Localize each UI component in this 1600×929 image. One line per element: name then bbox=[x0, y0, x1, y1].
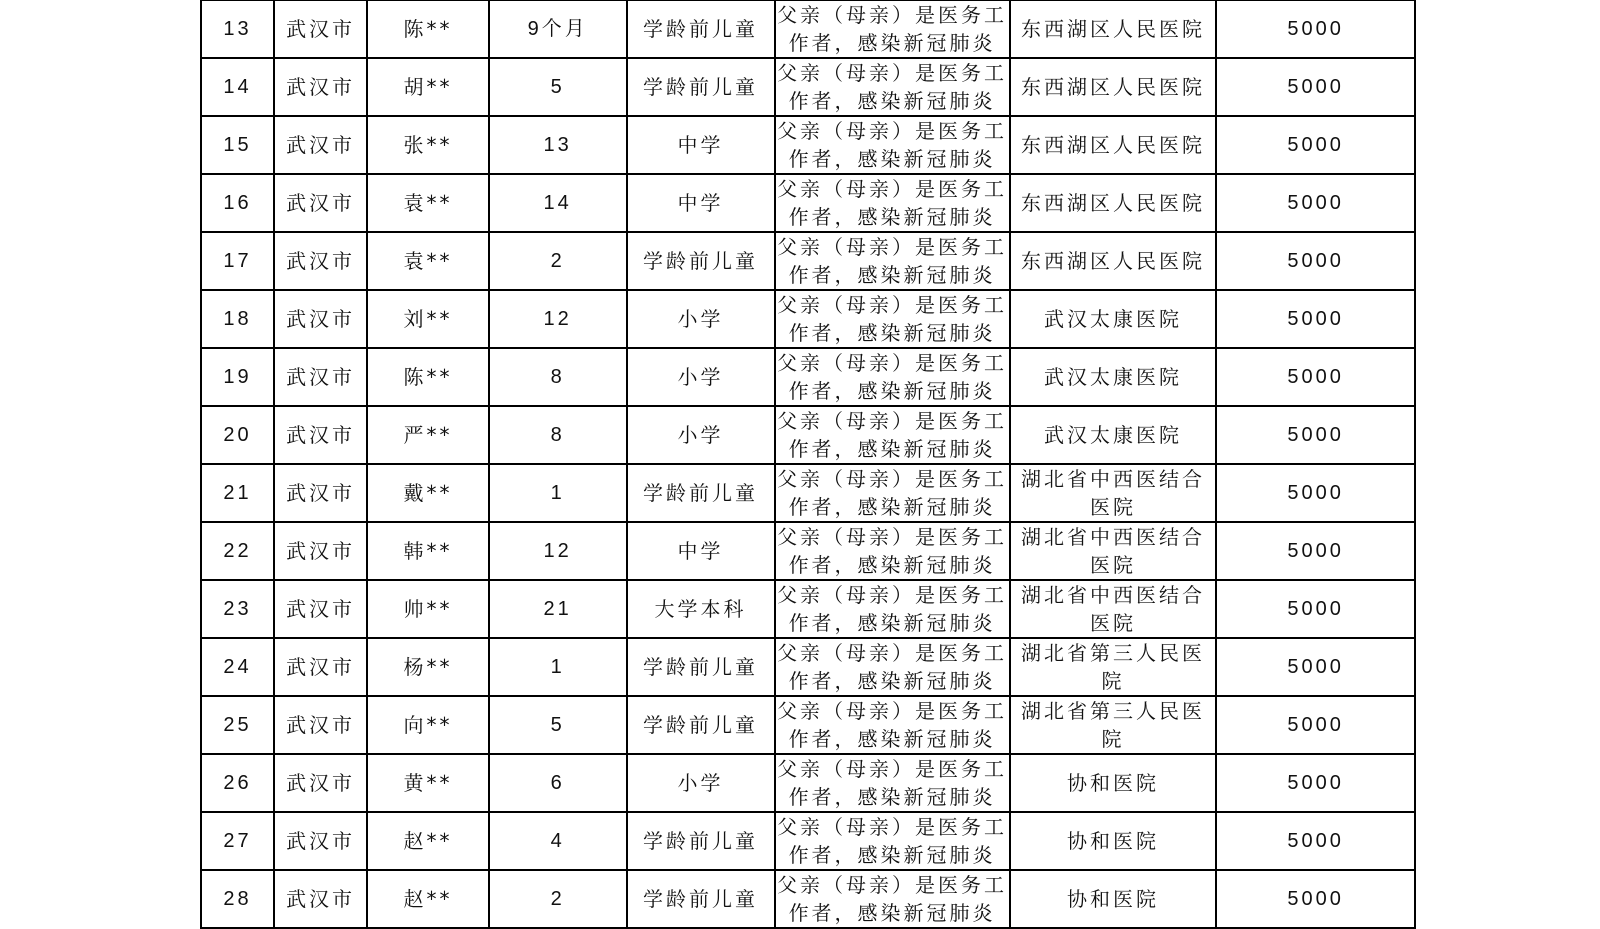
cell-education-level: 小学 bbox=[627, 290, 775, 348]
cell-education-level: 小学 bbox=[627, 406, 775, 464]
cell-age: 12 bbox=[489, 522, 627, 580]
table-body bbox=[201, 0, 1415, 928]
cell-age: 14 bbox=[489, 174, 627, 232]
cell-city: 武汉市 bbox=[274, 696, 367, 754]
cell-city: 武汉市 bbox=[274, 0, 367, 58]
cell-education-level: 中学 bbox=[627, 116, 775, 174]
cell-education-level: 学龄前儿童 bbox=[627, 696, 775, 754]
cell-age: 4 bbox=[489, 812, 627, 870]
cell-name: 赵** bbox=[367, 870, 489, 928]
cell-amount: 5000 bbox=[1216, 58, 1415, 116]
cell-age: 2 bbox=[489, 232, 627, 290]
cell-age: 5 bbox=[489, 58, 627, 116]
cell-city: 武汉市 bbox=[274, 174, 367, 232]
cell-education-level: 小学 bbox=[627, 348, 775, 406]
cell-amount: 5000 bbox=[1216, 0, 1415, 58]
cell-index: 24 bbox=[201, 638, 274, 696]
cell-reason: 父亲（母亲）是医务工作者，感染新冠肺炎 bbox=[775, 406, 1010, 464]
table-row bbox=[201, 812, 1415, 870]
cell-amount: 5000 bbox=[1216, 812, 1415, 870]
cell-reason: 父亲（母亲）是医务工作者，感染新冠肺炎 bbox=[775, 232, 1010, 290]
cell-city: 武汉市 bbox=[274, 348, 367, 406]
cell-amount: 5000 bbox=[1216, 696, 1415, 754]
cell-education-level: 学龄前儿童 bbox=[627, 638, 775, 696]
cell-hospital: 东西湖区人民医院 bbox=[1010, 116, 1217, 174]
cell-age: 8 bbox=[489, 406, 627, 464]
cell-education-level: 学龄前儿童 bbox=[627, 870, 775, 928]
cell-reason: 父亲（母亲）是医务工作者，感染新冠肺炎 bbox=[775, 812, 1010, 870]
cell-hospital: 湖北省中西医结合医院 bbox=[1010, 522, 1217, 580]
cell-age: 21 bbox=[489, 580, 627, 638]
cell-city: 武汉市 bbox=[274, 58, 367, 116]
cell-hospital: 东西湖区人民医院 bbox=[1010, 232, 1217, 290]
table-row bbox=[201, 290, 1415, 348]
cell-age: 8 bbox=[489, 348, 627, 406]
cell-index: 23 bbox=[201, 580, 274, 638]
cell-amount: 5000 bbox=[1216, 638, 1415, 696]
cell-index: 17 bbox=[201, 232, 274, 290]
cell-index: 25 bbox=[201, 696, 274, 754]
cell-name: 刘** bbox=[367, 290, 489, 348]
cell-name: 戴** bbox=[367, 464, 489, 522]
table-row bbox=[201, 696, 1415, 754]
cell-city: 武汉市 bbox=[274, 464, 367, 522]
cell-reason: 父亲（母亲）是医务工作者，感染新冠肺炎 bbox=[775, 870, 1010, 928]
cell-age: 5 bbox=[489, 696, 627, 754]
cell-age: 1 bbox=[489, 464, 627, 522]
cell-name: 赵** bbox=[367, 812, 489, 870]
cell-hospital: 东西湖区人民医院 bbox=[1010, 58, 1217, 116]
cell-city: 武汉市 bbox=[274, 754, 367, 812]
cell-name: 袁** bbox=[367, 174, 489, 232]
cell-amount: 5000 bbox=[1216, 522, 1415, 580]
cell-hospital: 协和医院 bbox=[1010, 812, 1217, 870]
cell-age: 2 bbox=[489, 870, 627, 928]
cell-hospital: 东西湖区人民医院 bbox=[1010, 174, 1217, 232]
cell-amount: 5000 bbox=[1216, 754, 1415, 812]
cell-name: 严** bbox=[367, 406, 489, 464]
cell-city: 武汉市 bbox=[274, 870, 367, 928]
cell-reason: 父亲（母亲）是医务工作者，感染新冠肺炎 bbox=[775, 348, 1010, 406]
cell-city: 武汉市 bbox=[274, 638, 367, 696]
cell-index: 18 bbox=[201, 290, 274, 348]
cell-name: 陈** bbox=[367, 348, 489, 406]
cell-reason: 父亲（母亲）是医务工作者，感染新冠肺炎 bbox=[775, 58, 1010, 116]
cell-reason: 父亲（母亲）是医务工作者，感染新冠肺炎 bbox=[775, 174, 1010, 232]
cell-education-level: 小学 bbox=[627, 754, 775, 812]
cell-name: 韩** bbox=[367, 522, 489, 580]
cell-education-level: 学龄前儿童 bbox=[627, 232, 775, 290]
table-row bbox=[201, 464, 1415, 522]
cell-age: 13 bbox=[489, 116, 627, 174]
cell-index: 20 bbox=[201, 406, 274, 464]
cell-amount: 5000 bbox=[1216, 174, 1415, 232]
table-row bbox=[201, 638, 1415, 696]
cell-hospital: 东西湖区人民医院 bbox=[1010, 0, 1217, 58]
cell-index: 22 bbox=[201, 522, 274, 580]
cell-reason: 父亲（母亲）是医务工作者，感染新冠肺炎 bbox=[775, 522, 1010, 580]
table-row bbox=[201, 58, 1415, 116]
cell-hospital: 湖北省第三人民医院 bbox=[1010, 638, 1217, 696]
cell-amount: 5000 bbox=[1216, 116, 1415, 174]
cell-education-level: 学龄前儿童 bbox=[627, 812, 775, 870]
cell-amount: 5000 bbox=[1216, 464, 1415, 522]
cell-hospital: 协和医院 bbox=[1010, 870, 1217, 928]
cell-name: 帅** bbox=[367, 580, 489, 638]
cell-education-level: 中学 bbox=[627, 174, 775, 232]
cell-reason: 父亲（母亲）是医务工作者，感染新冠肺炎 bbox=[775, 464, 1010, 522]
cell-hospital: 武汉太康医院 bbox=[1010, 290, 1217, 348]
table-row bbox=[201, 406, 1415, 464]
cell-age: 6 bbox=[489, 754, 627, 812]
subsidy-table bbox=[200, 0, 1416, 929]
cell-reason: 父亲（母亲）是医务工作者，感染新冠肺炎 bbox=[775, 638, 1010, 696]
cell-hospital: 武汉太康医院 bbox=[1010, 348, 1217, 406]
cell-hospital: 协和医院 bbox=[1010, 754, 1217, 812]
cell-name: 向** bbox=[367, 696, 489, 754]
cell-city: 武汉市 bbox=[274, 290, 367, 348]
cell-amount: 5000 bbox=[1216, 232, 1415, 290]
cell-education-level: 学龄前儿童 bbox=[627, 0, 775, 58]
table-row bbox=[201, 174, 1415, 232]
table-row bbox=[201, 348, 1415, 406]
cell-amount: 5000 bbox=[1216, 580, 1415, 638]
table-row bbox=[201, 522, 1415, 580]
table-row bbox=[201, 870, 1415, 928]
cell-name: 胡** bbox=[367, 58, 489, 116]
cell-name: 袁** bbox=[367, 232, 489, 290]
cell-education-level: 学龄前儿童 bbox=[627, 58, 775, 116]
cell-name: 陈** bbox=[367, 0, 489, 58]
cell-reason: 父亲（母亲）是医务工作者，感染新冠肺炎 bbox=[775, 0, 1010, 58]
cell-reason: 父亲（母亲）是医务工作者，感染新冠肺炎 bbox=[775, 290, 1010, 348]
cell-age: 1 bbox=[489, 638, 627, 696]
cell-city: 武汉市 bbox=[274, 232, 367, 290]
cell-index: 14 bbox=[201, 58, 274, 116]
cell-reason: 父亲（母亲）是医务工作者，感染新冠肺炎 bbox=[775, 580, 1010, 638]
table-row bbox=[201, 754, 1415, 812]
cell-age: 12 bbox=[489, 290, 627, 348]
cell-reason: 父亲（母亲）是医务工作者，感染新冠肺炎 bbox=[775, 696, 1010, 754]
cell-reason: 父亲（母亲）是医务工作者，感染新冠肺炎 bbox=[775, 116, 1010, 174]
cell-city: 武汉市 bbox=[274, 522, 367, 580]
cell-index: 16 bbox=[201, 174, 274, 232]
table-row bbox=[201, 232, 1415, 290]
cell-hospital: 湖北省第三人民医院 bbox=[1010, 696, 1217, 754]
cell-age: 9个月 bbox=[489, 0, 627, 58]
cell-index: 15 bbox=[201, 116, 274, 174]
cell-name: 杨** bbox=[367, 638, 489, 696]
cell-hospital: 武汉太康医院 bbox=[1010, 406, 1217, 464]
cell-index: 28 bbox=[201, 870, 274, 928]
cell-education-level: 中学 bbox=[627, 522, 775, 580]
cell-hospital: 湖北省中西医结合医院 bbox=[1010, 580, 1217, 638]
cell-name: 黄** bbox=[367, 754, 489, 812]
cell-index: 26 bbox=[201, 754, 274, 812]
cell-hospital: 湖北省中西医结合医院 bbox=[1010, 464, 1217, 522]
table-row bbox=[201, 116, 1415, 174]
cell-index: 21 bbox=[201, 464, 274, 522]
cell-amount: 5000 bbox=[1216, 406, 1415, 464]
cell-amount: 5000 bbox=[1216, 870, 1415, 928]
cell-education-level: 大学本科 bbox=[627, 580, 775, 638]
cell-city: 武汉市 bbox=[274, 812, 367, 870]
cell-city: 武汉市 bbox=[274, 406, 367, 464]
cell-amount: 5000 bbox=[1216, 348, 1415, 406]
cell-index: 19 bbox=[201, 348, 274, 406]
cell-amount: 5000 bbox=[1216, 290, 1415, 348]
cell-city: 武汉市 bbox=[274, 116, 367, 174]
cell-index: 13 bbox=[201, 0, 274, 58]
cell-education-level: 学龄前儿童 bbox=[627, 464, 775, 522]
cell-reason: 父亲（母亲）是医务工作者，感染新冠肺炎 bbox=[775, 754, 1010, 812]
cell-index: 27 bbox=[201, 812, 274, 870]
cell-name: 张** bbox=[367, 116, 489, 174]
cell-city: 武汉市 bbox=[274, 580, 367, 638]
table-row bbox=[201, 0, 1415, 58]
table-row bbox=[201, 580, 1415, 638]
